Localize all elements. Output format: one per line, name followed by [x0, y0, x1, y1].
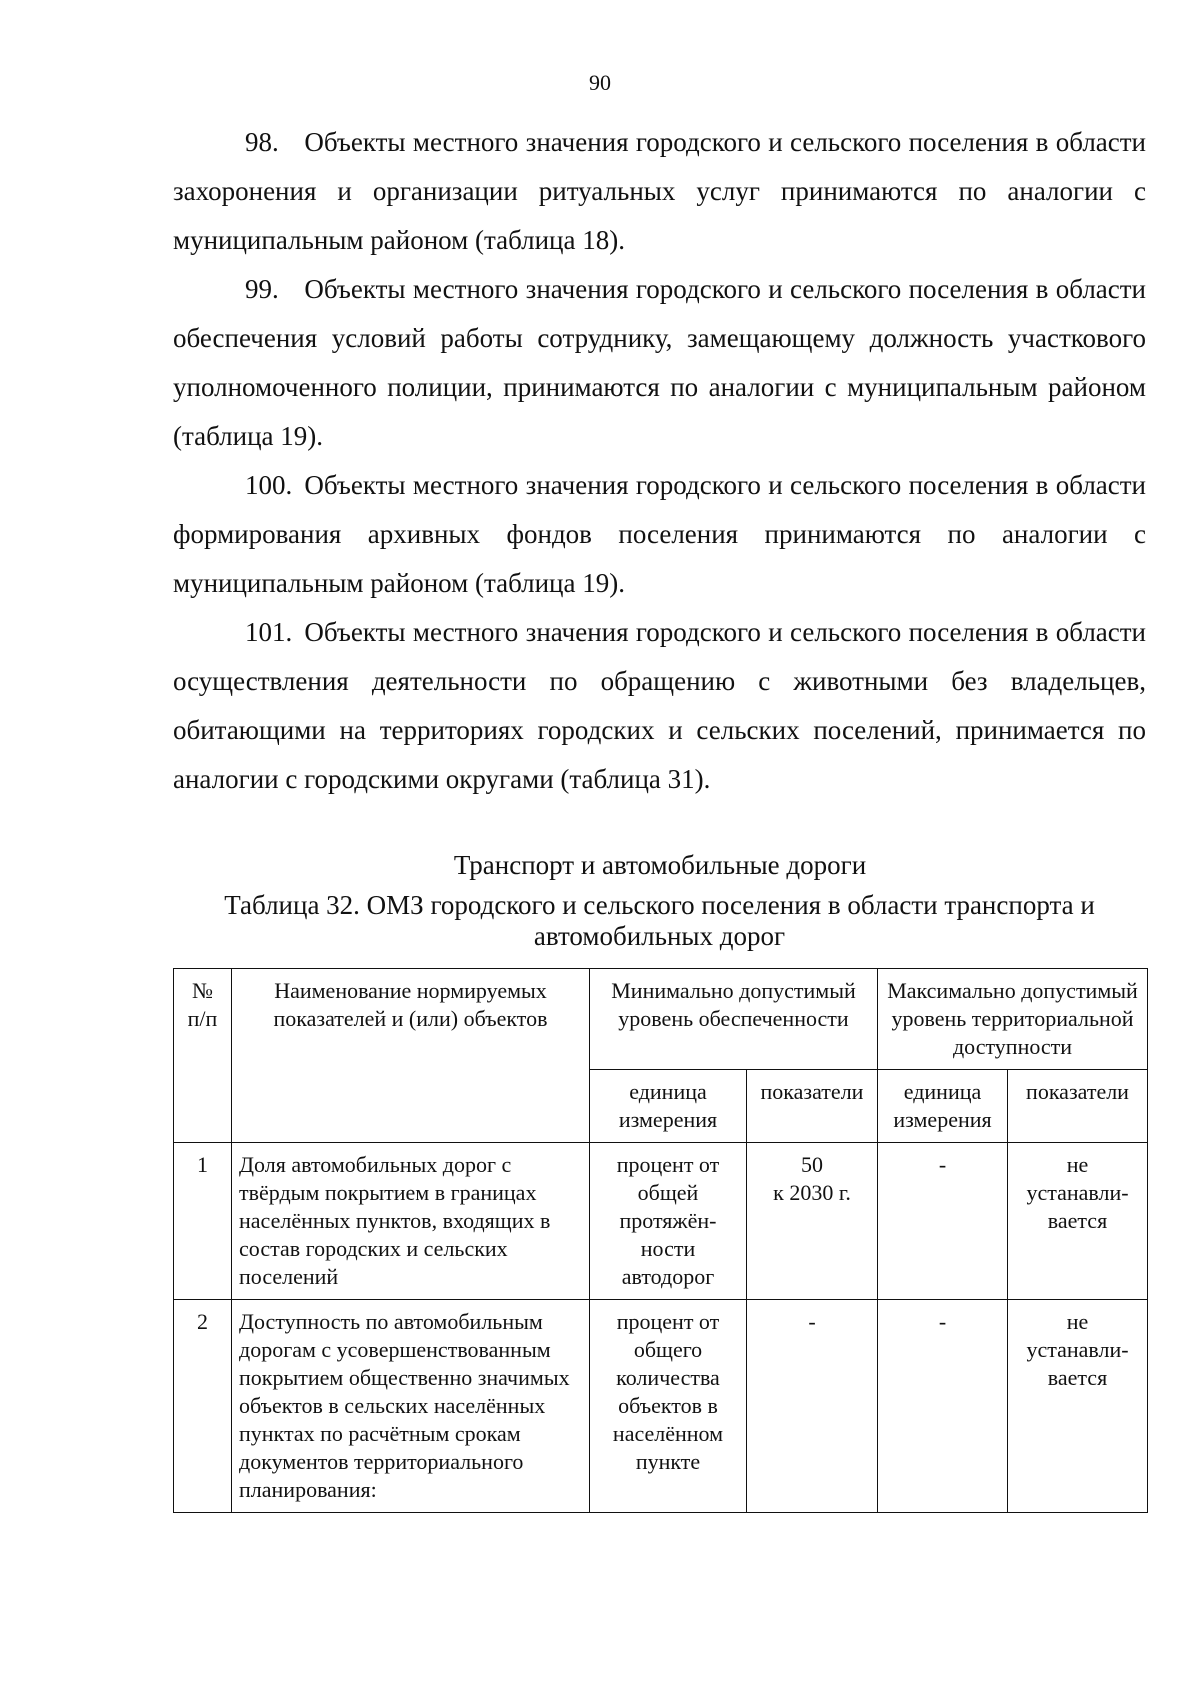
paragraph-text: Объекты местного значения городского и сельского поселения в области захоронения и организации ритуальных услуг принимаются по аналогии с муниципальным районом (таблица 18). [173, 127, 1147, 255]
paragraph-text: Объекты местного значения городского и сельского поселения в области обеспечения условий работы сотруднику, замещающему должность участкового уполномоченного полиции, принимаются по аналогии с муниципальным районом (таблица 19). [173, 274, 1147, 451]
cell-min-value: 50 к 2030 г. [747, 1143, 878, 1300]
table-row [174, 1300, 1148, 1513]
cell-min-value: - [747, 1300, 878, 1513]
cell-max-unit: - [878, 1300, 1008, 1513]
header-max-level: Максимально допустимый уровень территориальной доступности [878, 969, 1148, 1070]
page-number: 90 [589, 70, 611, 95]
cell-name: Доступность по автомобильным дорогам с усовершенствованным покрытием общественно значимых объектов в сельских населённых пунктах по расчётным срокам документов территориального планирования: [232, 1300, 590, 1513]
paragraph-number: 98. [245, 127, 279, 157]
header-indicators-2: показатели [1008, 1070, 1148, 1143]
header-indicators: показатели [747, 1070, 878, 1143]
cell-min-unit: процент от общей протяжён- ности автодорог [590, 1143, 747, 1300]
cell-max-value: не устанавли- вается [1008, 1143, 1148, 1300]
paragraph-number: 100. [245, 470, 293, 500]
paragraph-number: 99. [245, 274, 279, 304]
header-num: № п/п [174, 969, 232, 1143]
header-unit-2: единица измерения [878, 1070, 1008, 1143]
paragraph-number: 101. [245, 617, 293, 647]
cell-min-unit: процент от общего количества объектов в населённом пункте [590, 1300, 747, 1513]
paragraph-98 [173, 118, 1146, 265]
header-min-level: Минимально допустимый уровень обеспеченности [590, 969, 878, 1070]
section-title: Транспорт и автомобильные дороги [453, 850, 867, 880]
cell-max-value: не устанавли- вается [1008, 1300, 1148, 1513]
paragraph-99 [173, 265, 1146, 461]
paragraph-101 [173, 608, 1146, 804]
cell-num: 2 [174, 1300, 232, 1513]
body-text [173, 118, 1146, 804]
paragraph-text: Объекты местного значения городского и сельского поселения в области формирования архивных фондов поселения принимаются по аналогии с муниципальным районом (таблица 19). [173, 470, 1147, 598]
header-name: Наименование нормируемых показателей и (или) объектов [232, 969, 590, 1143]
table-header-row [174, 969, 1148, 1070]
table-row [174, 1143, 1148, 1300]
cell-num: 1 [174, 1143, 232, 1300]
paragraph-text: Объекты местного значения городского и сельского поселения в области осуществления деятельности по обращению с животными без владельцев, обитающими на территориях городских и сельских поселений, принимается по аналогии с городскими округами (таблица 31). [173, 617, 1147, 794]
header-unit: единица измерения [590, 1070, 747, 1143]
paragraph-100 [173, 461, 1146, 608]
indicators-table [173, 968, 1148, 1513]
cell-max-unit: - [878, 1143, 1008, 1300]
table-caption: Таблица 32. ОМЗ городского и сельского поселения в области транспорта и автомобильных дорог [224, 890, 1095, 951]
cell-name: Доля автомобильных дорог с твёрдым покрытием в границах населённых пунктов, входящих в состав городских и сельских поселений [232, 1143, 590, 1300]
